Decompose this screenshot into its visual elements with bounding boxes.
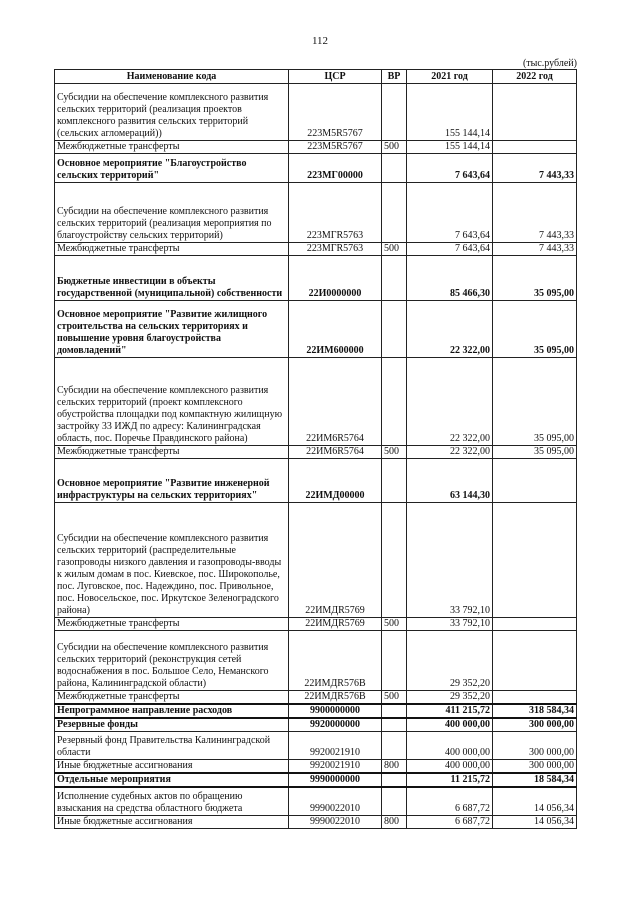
row-2021-cell: 22 322,00 bbox=[407, 358, 493, 446]
budget-table bbox=[54, 69, 577, 829]
row-vr-cell bbox=[382, 732, 407, 760]
row-2021-cell: 22 322,00 bbox=[407, 446, 493, 459]
row-2022-cell: 300 000,00 bbox=[493, 732, 577, 760]
row-name-cell: Межбюджетные трансферты bbox=[55, 618, 289, 631]
table-row bbox=[55, 183, 577, 243]
table-row bbox=[55, 459, 577, 503]
row-2021-cell: 7 643,64 bbox=[407, 243, 493, 256]
row-2022-cell: 318 584,34 bbox=[493, 704, 577, 718]
row-vr-cell: 500 bbox=[382, 141, 407, 154]
row-csr-cell: 223M5R5767 bbox=[289, 84, 382, 141]
page-number: 112 bbox=[311, 35, 329, 47]
table-row bbox=[55, 243, 577, 256]
row-vr-cell: 500 bbox=[382, 618, 407, 631]
table-row bbox=[55, 256, 577, 301]
row-name-cell: Субсидии на обеспечение комплексного развития сельских территорий (реализация проектов комплексного развития сельских территорий (сельских агломераций)) bbox=[55, 84, 289, 141]
table-row bbox=[55, 815, 577, 828]
row-2021-cell: 7 643,64 bbox=[407, 183, 493, 243]
row-vr-cell bbox=[382, 183, 407, 243]
row-name-cell: Иные бюджетные ассигнования bbox=[55, 760, 289, 774]
units-label: (тыс.рублей) bbox=[522, 58, 577, 69]
row-2022-cell: 35 095,00 bbox=[493, 446, 577, 459]
table-row bbox=[55, 760, 577, 774]
row-2021-cell: 29 352,20 bbox=[407, 631, 493, 691]
row-2021-cell: 6 687,72 bbox=[407, 815, 493, 828]
row-csr-cell: 9900000000 bbox=[289, 704, 382, 718]
row-vr-cell bbox=[382, 358, 407, 446]
table-row bbox=[55, 773, 577, 787]
row-csr-cell: 22И0000000 bbox=[289, 256, 382, 301]
row-2021-cell: 33 792,10 bbox=[407, 503, 493, 618]
row-vr-cell bbox=[382, 787, 407, 815]
row-2022-cell bbox=[493, 503, 577, 618]
row-name-cell: Межбюджетные трансферты bbox=[55, 446, 289, 459]
header-2021: 2021 год bbox=[407, 70, 493, 84]
row-csr-cell: 9990000000 bbox=[289, 773, 382, 787]
row-csr-cell: 22ИМ6R5764 bbox=[289, 446, 382, 459]
row-2021-cell: 400 000,00 bbox=[407, 760, 493, 774]
row-2021-cell: 400 000,00 bbox=[407, 718, 493, 732]
table-row bbox=[55, 631, 577, 691]
header-vr: ВР bbox=[382, 70, 407, 84]
table-row bbox=[55, 787, 577, 815]
row-vr-cell: 500 bbox=[382, 691, 407, 705]
row-csr-cell: 22ИМД00000 bbox=[289, 459, 382, 503]
row-2021-cell: 33 792,10 bbox=[407, 618, 493, 631]
row-vr-cell bbox=[382, 301, 407, 358]
row-name-cell: Исполнение судебных актов по обращению взыскания на средства областного бюджета bbox=[55, 787, 289, 815]
row-2022-cell: 7 443,33 bbox=[493, 183, 577, 243]
row-2022-cell: 14 056,34 bbox=[493, 787, 577, 815]
row-vr-cell bbox=[382, 704, 407, 718]
row-csr-cell: 22ИМ6R5764 bbox=[289, 358, 382, 446]
table-row bbox=[55, 691, 577, 705]
row-name-cell: Отдельные мероприятия bbox=[55, 773, 289, 787]
row-2021-cell: 11 215,72 bbox=[407, 773, 493, 787]
row-name-cell: Основное мероприятие "Развитие жилищного строительства на сельских территориях и повышение уровня благоустройства домовладений" bbox=[55, 301, 289, 358]
row-2021-cell: 29 352,20 bbox=[407, 691, 493, 705]
header-name: Наименование кода bbox=[55, 70, 289, 84]
row-csr-cell: 9920021910 bbox=[289, 760, 382, 774]
row-name-cell: Межбюджетные трансферты bbox=[55, 243, 289, 256]
row-name-cell: Субсидии на обеспечение комплексного развития сельских территорий (реконструкция сетей водоснабжения в пос. Большое Село, Неманского района, Калининградской области) bbox=[55, 631, 289, 691]
row-2021-cell: 400 000,00 bbox=[407, 732, 493, 760]
row-2021-cell: 155 144,14 bbox=[407, 141, 493, 154]
row-vr-cell bbox=[382, 718, 407, 732]
header-2022: 2022 год bbox=[493, 70, 577, 84]
row-name-cell: Субсидии на обеспечение комплексного развития сельских территорий (реализация мероприятия по благоустройству сельских территорий) bbox=[55, 183, 289, 243]
row-2022-cell: 35 095,00 bbox=[493, 358, 577, 446]
row-name-cell: Межбюджетные трансферты bbox=[55, 691, 289, 705]
row-2022-cell: 14 056,34 bbox=[493, 815, 577, 828]
table-row bbox=[55, 446, 577, 459]
row-2022-cell bbox=[493, 691, 577, 705]
row-csr-cell: 9920000000 bbox=[289, 718, 382, 732]
row-2022-cell bbox=[493, 459, 577, 503]
table-row bbox=[55, 503, 577, 618]
row-2021-cell: 22 322,00 bbox=[407, 301, 493, 358]
row-vr-cell: 500 bbox=[382, 446, 407, 459]
table-row bbox=[55, 141, 577, 154]
row-vr-cell: 800 bbox=[382, 815, 407, 828]
row-name-cell: Субсидии на обеспечение комплексного развития сельских территорий (проект комплексного обустройства площадки под компактную жилищную застройку 33 ИЖД по адресу: Калининградская область, пос. Поречье Правдинского района) bbox=[55, 358, 289, 446]
row-vr-cell bbox=[382, 154, 407, 183]
row-2021-cell: 7 643,64 bbox=[407, 154, 493, 183]
row-csr-cell: 22ИМДR576B bbox=[289, 691, 382, 705]
row-2021-cell: 411 215,72 bbox=[407, 704, 493, 718]
row-2021-cell: 63 144,30 bbox=[407, 459, 493, 503]
row-name-cell: Резервные фонды bbox=[55, 718, 289, 732]
row-2022-cell: 7 443,33 bbox=[493, 154, 577, 183]
row-2022-cell: 18 584,34 bbox=[493, 773, 577, 787]
row-csr-cell: 223M5R5767 bbox=[289, 141, 382, 154]
row-2022-cell: 300 000,00 bbox=[493, 760, 577, 774]
table-header-row bbox=[55, 70, 577, 84]
row-csr-cell: 223MГR5763 bbox=[289, 243, 382, 256]
header-csr: ЦСР bbox=[289, 70, 382, 84]
row-name-cell: Основное мероприятие "Благоустройство сельских территорий" bbox=[55, 154, 289, 183]
row-csr-cell: 22ИМДR5769 bbox=[289, 618, 382, 631]
row-vr-cell bbox=[382, 503, 407, 618]
row-name-cell: Межбюджетные трансферты bbox=[55, 141, 289, 154]
row-name-cell: Непрограммное направление расходов bbox=[55, 704, 289, 718]
row-name-cell: Основное мероприятие "Развитие инженерной инфраструктуры на сельских территориях" bbox=[55, 459, 289, 503]
row-csr-cell: 9990022010 bbox=[289, 787, 382, 815]
row-csr-cell: 22ИМДR5769 bbox=[289, 503, 382, 618]
table-row bbox=[55, 358, 577, 446]
row-vr-cell bbox=[382, 84, 407, 141]
row-2021-cell: 155 144,14 bbox=[407, 84, 493, 141]
row-name-cell: Иные бюджетные ассигнования bbox=[55, 815, 289, 828]
table-row bbox=[55, 704, 577, 718]
row-vr-cell: 500 bbox=[382, 243, 407, 256]
row-2022-cell: 300 000,00 bbox=[493, 718, 577, 732]
row-csr-cell: 9920021910 bbox=[289, 732, 382, 760]
table-row bbox=[55, 732, 577, 760]
row-vr-cell: 800 bbox=[382, 760, 407, 774]
row-2022-cell bbox=[493, 631, 577, 691]
row-csr-cell: 22ИМДR576B bbox=[289, 631, 382, 691]
table-row bbox=[55, 618, 577, 631]
row-csr-cell: 9990022010 bbox=[289, 815, 382, 828]
row-vr-cell bbox=[382, 256, 407, 301]
row-csr-cell: 22ИМ600000 bbox=[289, 301, 382, 358]
row-2022-cell bbox=[493, 84, 577, 141]
row-2022-cell: 7 443,33 bbox=[493, 243, 577, 256]
row-2022-cell: 35 095,00 bbox=[493, 256, 577, 301]
row-name-cell: Бюджетные инвестиции в объекты государственной (муниципальной) собственности bbox=[55, 256, 289, 301]
row-2021-cell: 6 687,72 bbox=[407, 787, 493, 815]
row-2021-cell: 85 466,30 bbox=[407, 256, 493, 301]
table-row bbox=[55, 84, 577, 141]
row-vr-cell bbox=[382, 773, 407, 787]
row-2022-cell: 35 095,00 bbox=[493, 301, 577, 358]
row-vr-cell bbox=[382, 459, 407, 503]
row-2022-cell bbox=[493, 141, 577, 154]
row-vr-cell bbox=[382, 631, 407, 691]
row-csr-cell: 223MГ00000 bbox=[289, 154, 382, 183]
row-name-cell: Резервный фонд Правительства Калининградской области bbox=[55, 732, 289, 760]
table-row bbox=[55, 718, 577, 732]
table-row bbox=[55, 154, 577, 183]
row-2022-cell bbox=[493, 618, 577, 631]
table-body bbox=[55, 84, 577, 829]
row-name-cell: Субсидии на обеспечение комплексного развития сельских территорий (распределительные газопроводы низкого давления и газопроводы-вводы к жилым домам в пос. Киевское, пос. Широкополье, пос. Луговское, пос. Надеждино, пос. Привольное, пос. Новосельское, пос. Иркутское Зеленоградского района) bbox=[55, 503, 289, 618]
table-row bbox=[55, 301, 577, 358]
row-csr-cell: 223MГR5763 bbox=[289, 183, 382, 243]
